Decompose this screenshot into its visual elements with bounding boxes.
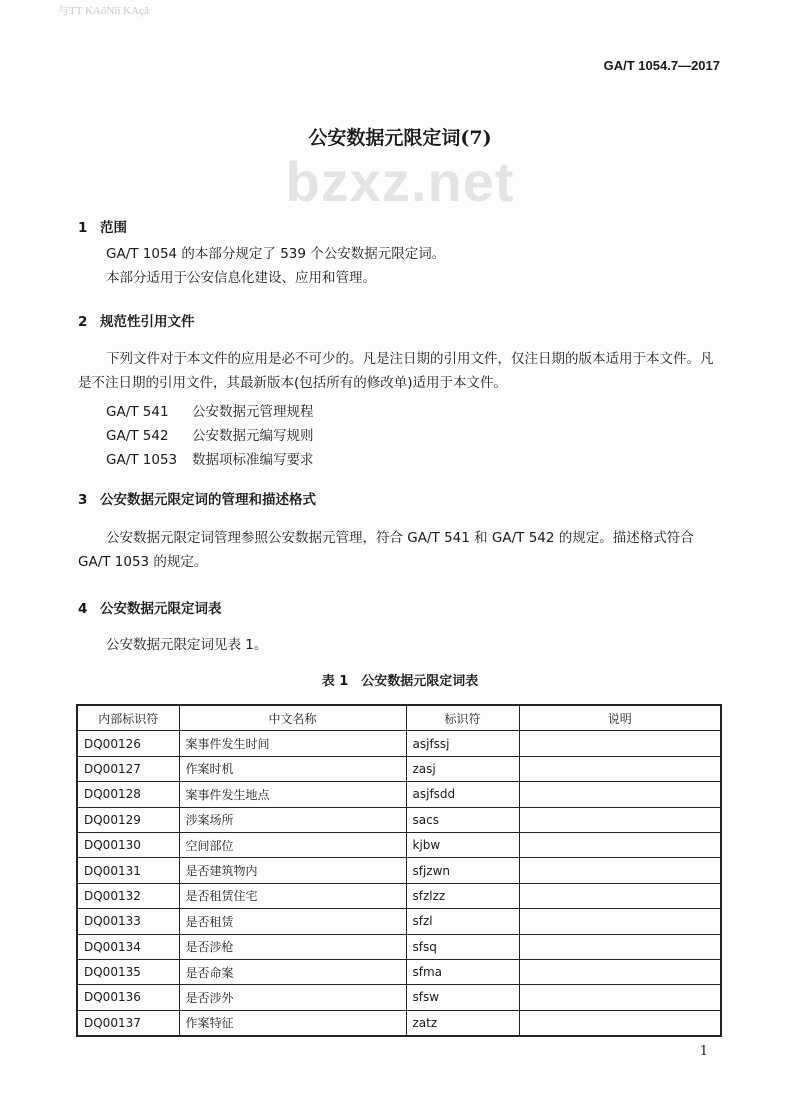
cell-description [519, 756, 721, 781]
cell-chinese-name: 案事件发生地点 [179, 782, 406, 807]
cell-identifier: sfjzwn [406, 858, 519, 883]
cell-identifier: asjfsdd [406, 782, 519, 807]
table-row [77, 985, 721, 1010]
table-header-row [77, 705, 721, 731]
section-4-heading: 4 公安数据元限定词表 [78, 601, 222, 617]
cell-description [519, 858, 721, 883]
reference-item: GA/T 541 公安数据元管理规程 [106, 404, 314, 420]
table-row [77, 832, 721, 857]
page-number: 1 [699, 1044, 708, 1059]
section-4-para: 公安数据元限定词见表 1。 [106, 637, 268, 653]
section-2-heading: 2 规范性引用文件 [78, 314, 195, 330]
table-row [77, 883, 721, 908]
cell-chinese-name: 是否租赁 [179, 909, 406, 934]
cell-identifier: asjfssj [406, 731, 519, 756]
cell-identifier: sacs [406, 807, 519, 832]
cell-chinese-name: 是否租赁住宅 [179, 883, 406, 908]
standard-number: GA/T 1054.7—2017 [603, 58, 720, 73]
reference-item: GA/T 542 公安数据元编写规则 [106, 428, 314, 444]
table-row [77, 731, 721, 756]
cell-description [519, 883, 721, 908]
cell-identifier: zatz [406, 1010, 519, 1036]
cell-internal-id: DQ00136 [77, 985, 179, 1010]
table-row [77, 782, 721, 807]
cell-description [519, 782, 721, 807]
header-identifier: 标识符 [406, 705, 519, 731]
cell-chinese-name: 作案时机 [179, 756, 406, 781]
cell-identifier: sfsq [406, 934, 519, 959]
cell-chinese-name: 是否涉外 [179, 985, 406, 1010]
qualifier-table [76, 704, 722, 1037]
cell-internal-id: DQ00135 [77, 959, 179, 984]
cell-internal-id: DQ00134 [77, 934, 179, 959]
cell-internal-id: DQ00131 [77, 858, 179, 883]
cell-internal-id: DQ00130 [77, 832, 179, 857]
watermark: bzxz.net [285, 150, 515, 213]
cell-identifier: zasj [406, 756, 519, 781]
cell-internal-id: DQ00132 [77, 883, 179, 908]
cell-chinese-name: 是否建筑物内 [179, 858, 406, 883]
section-2-para: 下列文件对于本文件的应用是必不可少的。凡是注日期的引用文件，仅注日期的版本适用于本文件。凡是不注日期的引用文件，其最新版本(包括所有的修改单)适用于本文件。 [78, 351, 714, 391]
section-1-para-1: GA/T 1054 的本部分规定了 539 个公安数据元限定词。 [106, 246, 446, 262]
cell-identifier: sfzl [406, 909, 519, 934]
cell-description [519, 985, 721, 1010]
table-row [77, 756, 721, 781]
cell-internal-id: DQ00127 [77, 756, 179, 781]
cell-chinese-name: 作案特征 [179, 1010, 406, 1036]
cell-chinese-name: 是否命案 [179, 959, 406, 984]
cell-chinese-name: 是否涉枪 [179, 934, 406, 959]
scan-header-mark: 与TT KAöNiï KAçã [58, 5, 149, 17]
cell-identifier: kjbw [406, 832, 519, 857]
cell-internal-id: DQ00126 [77, 731, 179, 756]
cell-description [519, 959, 721, 984]
cell-internal-id: DQ00128 [77, 782, 179, 807]
cell-identifier: sfzlzz [406, 883, 519, 908]
cell-description [519, 1010, 721, 1036]
cell-chinese-name: 涉案场所 [179, 807, 406, 832]
reference-item: GA/T 1053 数据项标准编写要求 [106, 452, 314, 468]
cell-chinese-name: 空间部位 [179, 832, 406, 857]
cell-identifier: sfma [406, 959, 519, 984]
table-caption: 表 1 公安数据元限定词表 [321, 674, 479, 689]
header-chinese-name: 中文名称 [179, 705, 406, 731]
cell-internal-id: DQ00137 [77, 1010, 179, 1036]
section-3-para: 公安数据元限定词管理参照公安数据元管理，符合 GA/T 541 和 GA/T 542 的规定。描述格式符合 GA/T 1053 的规定。 [78, 530, 694, 570]
document-title: 公安数据元限定词(7) [308, 127, 492, 149]
header-description: 说明 [519, 705, 721, 731]
cell-internal-id: DQ00129 [77, 807, 179, 832]
table-row [77, 1010, 721, 1036]
cell-description [519, 832, 721, 857]
cell-description [519, 731, 721, 756]
cell-chinese-name: 案事件发生时间 [179, 731, 406, 756]
cell-internal-id: DQ00133 [77, 909, 179, 934]
section-1-para-2: 本部分适用于公安信息化建设、应用和管理。 [106, 270, 376, 286]
cell-description [519, 934, 721, 959]
section-3-heading: 3 公安数据元限定词的管理和描述格式 [78, 492, 316, 508]
section-1-heading: 1 范围 [78, 220, 127, 236]
table-row [77, 934, 721, 959]
table-row [77, 909, 721, 934]
table-row [77, 858, 721, 883]
table-row [77, 959, 721, 984]
cell-identifier: sfsw [406, 985, 519, 1010]
table-row [77, 807, 721, 832]
cell-description [519, 909, 721, 934]
cell-description [519, 807, 721, 832]
header-internal-id: 内部标识符 [77, 705, 179, 731]
